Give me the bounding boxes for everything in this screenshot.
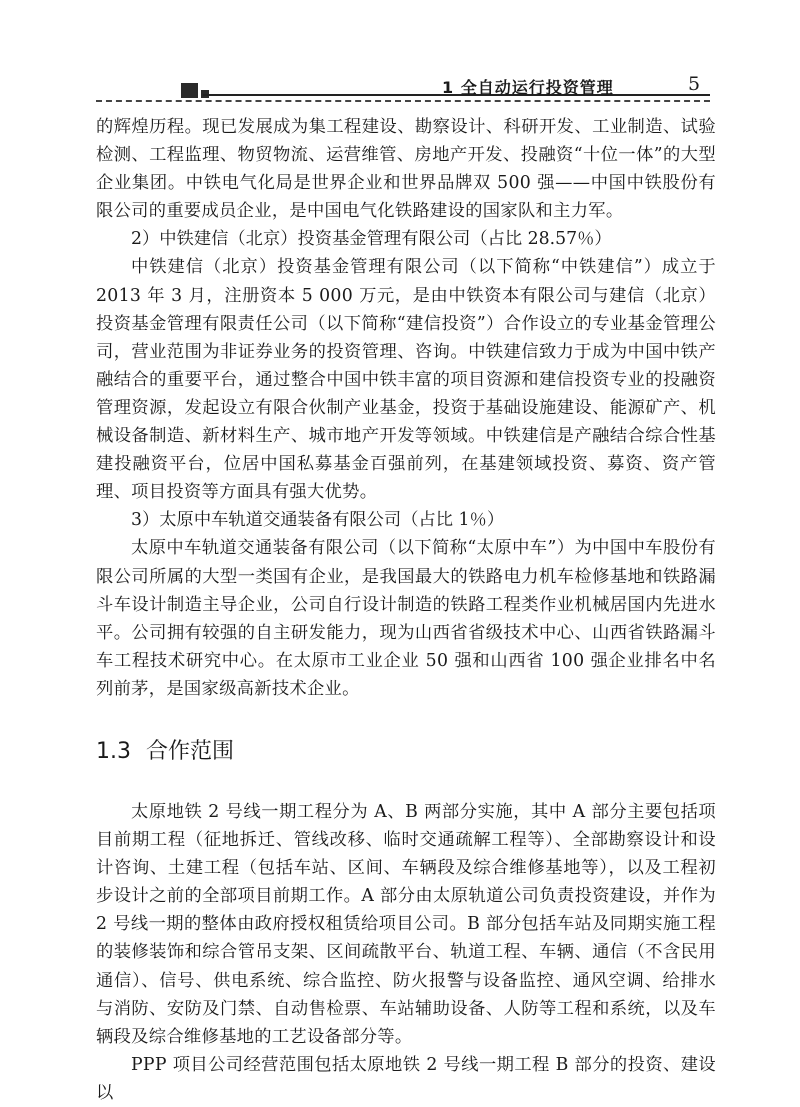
subheading-crec-ccb-fund: 2）中铁建信（北京）投资基金管理有限公司（占比 28.57％） [131,229,612,250]
paragraph-taiyuan-crrc: 太原中车轨道交通装备有限公司（以下简称“太原中车”）为中国中车股份有限公司所属的大型一类国有企业，是我国最大的铁路电力机车检修基地和铁路漏斗车设计制造主导企业，公司自行设计制造的铁路工程类作业机械居国内先进水平。公司拥有较强的自主研发能力，现为山西省省级技术中心、山西省铁路漏斗车工程技术研究中心。在太原市工业企业 50 强和山西省 100 强企业排名中名列前茅，是国家级高新技术企业。 [96,538,716,699]
paragraph-ppp-scope: PPP 项目公司经营范围包括太原地铁 2 号线一期工程 B 部分的投资、建设以 [96,1054,716,1103]
page-number: 5 [688,73,701,95]
section-title: 合作范围 [146,738,235,764]
chapter-title: 1 全自动运行投资管理 [442,78,614,97]
body-text [96,113,716,1107]
section-heading [96,737,716,767]
ornament-square-large [181,83,198,98]
paragraph-crec-ccb-fund: 中铁建信（北京）投资基金管理有限公司（以下简称“中铁建信”）成立于 2013 年 3 月，注册资本 5 000 万元，是由中铁资本有限公司与建信（北京）投资基金管理有限责任公司（以下简称“建信投资”）合作设立的专业基金管理公司，营业范围为非证券业务的投资管理、咨询。中铁建信致力于成为中国中铁产融结合的重要平台，通过整合中国中铁丰富的项目资源和建信投资专业的投融资管理资源，发起设立有限合伙制产业基金，投资于基础设施建设、能源矿产、机械设备制造、新材料生产、城市地产开发等领域。中铁建信是产融结合综合性基建投融资平台，位居中国私募基金百强前列，在基建领域投资、募资、资产管理、项目投资等方面具有强大优势。 [96,257,716,503]
subheading-taiyuan-crrc: 3）太原中车轨道交通装备有限公司（占比 1％） [131,510,505,531]
header-dashed-rule [96,100,710,102]
paragraph-crec-electrification: 的辉煌历程。现已发展成为集工程建设、勘察设计、科研开发、工业制造、试验检测、工程监理、物贸物流、运营维管、房地产开发、投融资“十位一体”的大型企业集团。中铁电气化局是世界企业和世界品牌双 500 强——中国中铁股份有限公司的重要成员企业，是中国电气化铁路建设的国家队和主力军。 [96,117,716,222]
running-header [0,0,800,110]
paragraph-scope-a-b: 太原地铁 2 号线一期工程分为 A、B 两部分实施，其中 A 部分主要包括项目前期工程（征地拆迁、管线改移、临时交通疏解工程等）、全部勘察设计和设计咨询、土建工程（包括车站、区间、车辆段及综合维修基地等），以及工程初步设计之前的全部项目前期工作。A 部分由太原轨道公司负责投资建设，并作为 2 号线一期的整体由政府授权租赁给项目公司。B 部分包括车站及同期实施工程的装修装饰和综合管吊支架、区间疏散平台、轨道工程、车辆、通信（不含民用通信）、信号、供电系统、综合监控、防火报警与设备监控、通风空调、给排水与消防、安防及门禁、自动售检票、车站辅助设备、人防等工程和系统，以及车辆段及综合维修基地的工艺设备部分等。 [96,801,716,1047]
section-number: 1.3 [96,738,131,764]
